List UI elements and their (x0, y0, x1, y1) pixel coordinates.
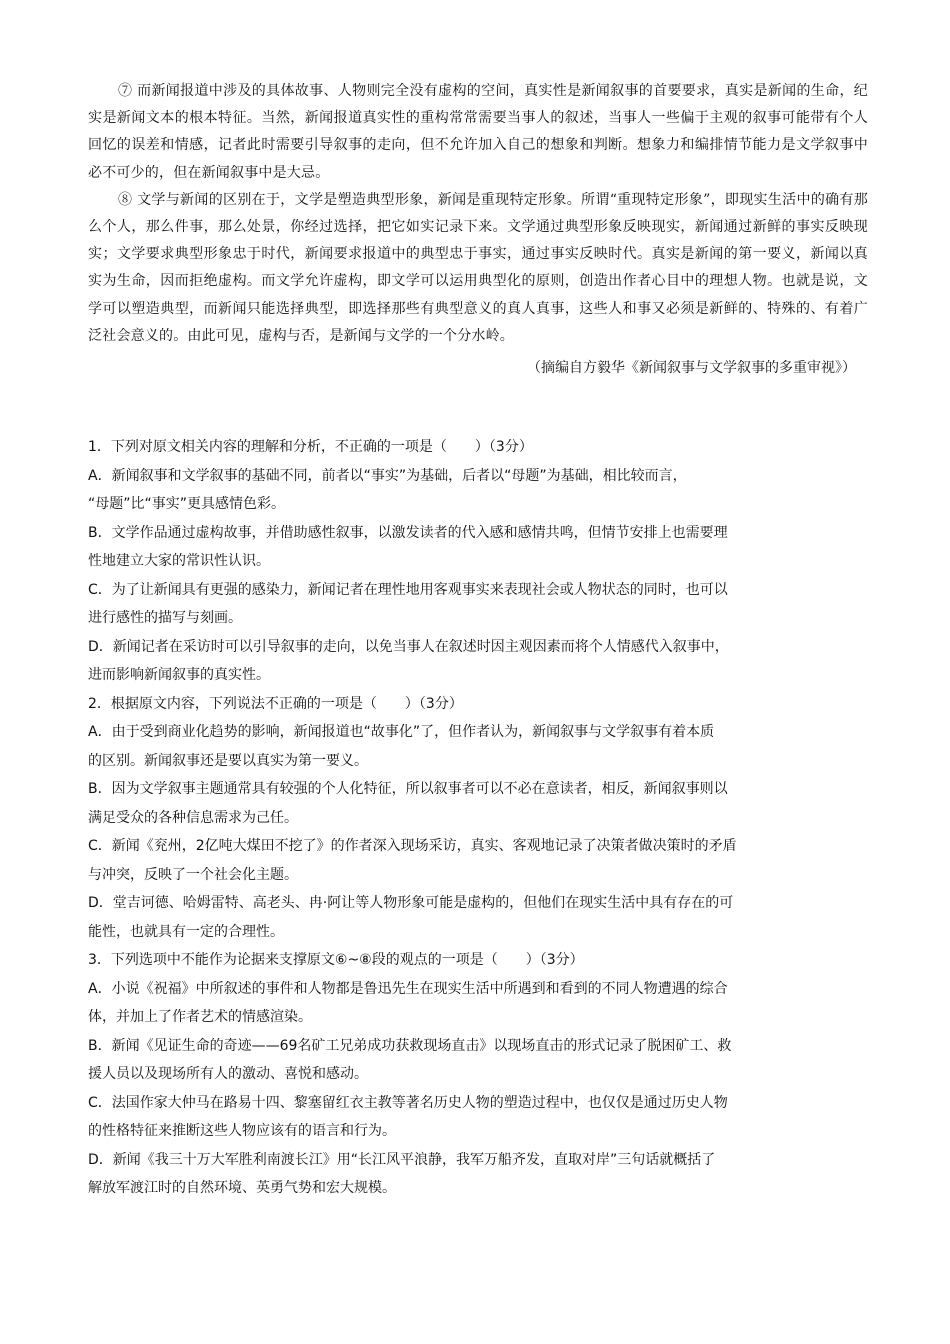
option-c (88, 832, 863, 889)
option-line: “母题”比“事实”更具感情色彩。 (88, 496, 286, 512)
option-b (88, 775, 863, 832)
option-line: B．新闻《见证生命的奇迹——69名矿工兄弟成功获救现场直击》以现场直击的形式记录了脱困矿工、救 (88, 1037, 732, 1054)
option-line: C．为了让新闻具有更强的感染力，新闻记者在理性地用客观事实来表现社会或人物状态的同时，也可以 (88, 581, 728, 598)
option-line: 能性，也就具有一定的合理性。 (88, 923, 284, 940)
option-line: D．新闻记者在采访时可以引导叙事的走向，以免当事人在叙述时因主观因素而将个人情感代入叙事中， (88, 638, 729, 655)
option-d (88, 889, 863, 946)
option-line: 与冲突，反映了一个社会化主题。 (88, 866, 298, 883)
option-line: D．新闻《我三十万大军胜利南渡长江》用“长江风平浪静，我军万船齐发，直取对岸”三句话就概括了 (88, 1151, 716, 1168)
option-line: 体，并加上了作者艺术的情感渲染。 (88, 1009, 312, 1025)
paragraph-8 (88, 187, 868, 350)
option-line: 的性格特征来推断这些人物应该有的语言和行为。 (88, 1123, 396, 1139)
question-3 (88, 946, 863, 1203)
option-d (88, 1146, 863, 1203)
option-b (88, 1032, 863, 1089)
question-stem: 2．根据原文内容，下列说法不正确的一项是（ ）（3分） (88, 695, 463, 712)
option-a (88, 462, 863, 519)
option-line: C．新闻《兖州，2亿吨大煤田不挖了》的作者深入现场采访，真实、客观地记录了决策者做决策时的矛盾 (88, 838, 737, 854)
paragraph-line: 学可以运用典型化的原则，创造出作者心目中的理想人物。也就是说，文学可以塑造典型，而新闻只能选 (88, 273, 868, 317)
option-line: 解放军渡江时的自然环境、英勇气势和宏大规模。 (88, 1180, 396, 1196)
question-stem: 3．下列选项中不能作为论据来支撑原文⑥~⑧段的观点的一项是（ ）（3分） (88, 952, 584, 968)
paragraph-line: 反映现实，新闻通过新鲜的事实反映现实；文学要求典型形象忠于时代，新闻要求报道中的典型忠于事实， (88, 219, 868, 263)
paragraph-line: 是新闻的生命，纪实是新闻文本的根本特征。当然，新闻报道真实性的重构常常需要当事人的叙述，当事 (88, 83, 868, 127)
option-a (88, 975, 863, 1032)
option-line: B．因为文学叙事主题通常具有较强的个人化特征，所以叙事者可以不必在意读者，相反，新闻叙事则以 (88, 781, 728, 797)
reading-passage (88, 78, 868, 382)
paragraph-line: ⑧ 文学与新闻的区别在于，文学是塑造典型形象，新闻是重现特定形象。所谓“重现特定形象”，即 (118, 191, 740, 208)
paragraph-line: 择典型，即选择那些有典型意义的真人真事，这些人和事又必须是新鲜的、特殊的、有着广泛社会意义的。 (88, 300, 868, 344)
option-line: A．新闻叙事和文学叙事的基础不同，前者以“事实”为基础，后者以“母题”为基础，相比较而言， (88, 467, 687, 484)
option-line: C．法国作家大仲马在路易十四、黎塞留红衣主教等著名历史人物的塑造过程中，也仅仅是通过历史人物 (88, 1094, 728, 1111)
paragraph-line: 己的想象和判断。想象力和编排情节能力是文学叙事中必不可少的，但在新闻叙事中是大忌。 (88, 137, 868, 181)
option-line: A．由于受到商业化趋势的影响，新闻报道也“故事化”了，但作者认为，新闻叙事与文学叙事有着本质 (88, 724, 715, 740)
question-2 (88, 690, 863, 947)
option-line: D．堂吉诃德、哈姆雷特、高老头、冉·阿让等人物形象可能是虚构的，但他们在现实生活中具有存在的可 (88, 895, 734, 911)
paragraph-line: 现实生活中的确有那么个人，那么件事，那么处景，你经过选择，把它如实记录下来。文学通过典型形象 (88, 191, 868, 236)
option-a (88, 718, 863, 775)
question-list (88, 433, 863, 1203)
paragraph-line: 由此可见，虚构与否，是新闻与文学的一个分水岭。 (187, 327, 515, 344)
question-1 (88, 433, 863, 690)
question-stem: 1．下列对原文相关内容的理解和分析，不正确的一项是（ ）（3分） (88, 439, 533, 455)
option-line: 满足受众的各种信息需求为己任。 (88, 809, 298, 826)
option-c (88, 576, 863, 633)
option-line: 援人员以及现场所有人的激动、喜悦和感动。 (88, 1066, 368, 1082)
option-line: A．小说《祝福》中所叙述的事件和人物都是鲁迅先生在现实生活中所遇到和看到的不同人物遭遇的综合 (88, 980, 728, 997)
option-line: 进而影响新闻叙事的真实性。 (88, 667, 270, 683)
option-line: B．文学作品通过虚构故事，并借助感性叙事，以激发读者的代入感和感情共鸣，但情节安排上也需要理 (88, 524, 728, 541)
option-c (88, 1089, 863, 1146)
option-line: 进行感性的描写与刻画。 (88, 610, 242, 626)
option-line: 性地建立大家的常识性认识。 (88, 553, 270, 569)
option-line: 的区别。新闻叙事还是要以真实为第一要义。 (88, 752, 368, 769)
paragraph-line: ⑦ 而新闻报道中涉及的具体故事、人物则完全没有虚构的空间，真实性是新闻叙事的首要要求，真实 (118, 83, 754, 99)
option-b (88, 519, 863, 576)
paragraph-line: 人一些偏于主观的叙事可能带有个人回忆的误差和情感，记者此时需要引导叙事的走向，但不允许加入自 (88, 110, 868, 154)
source-citation: （摘编自方毅华《新闻叙事与文学叙事的多重审视》） (527, 360, 856, 377)
option-d (88, 633, 863, 690)
paragraph-line: 通过事实反映时代。真实是新闻的第一要义，新闻以真实为生命，因而拒绝虚构。而文学允许虚构，即文 (88, 246, 868, 290)
paragraph-7 (88, 78, 868, 187)
